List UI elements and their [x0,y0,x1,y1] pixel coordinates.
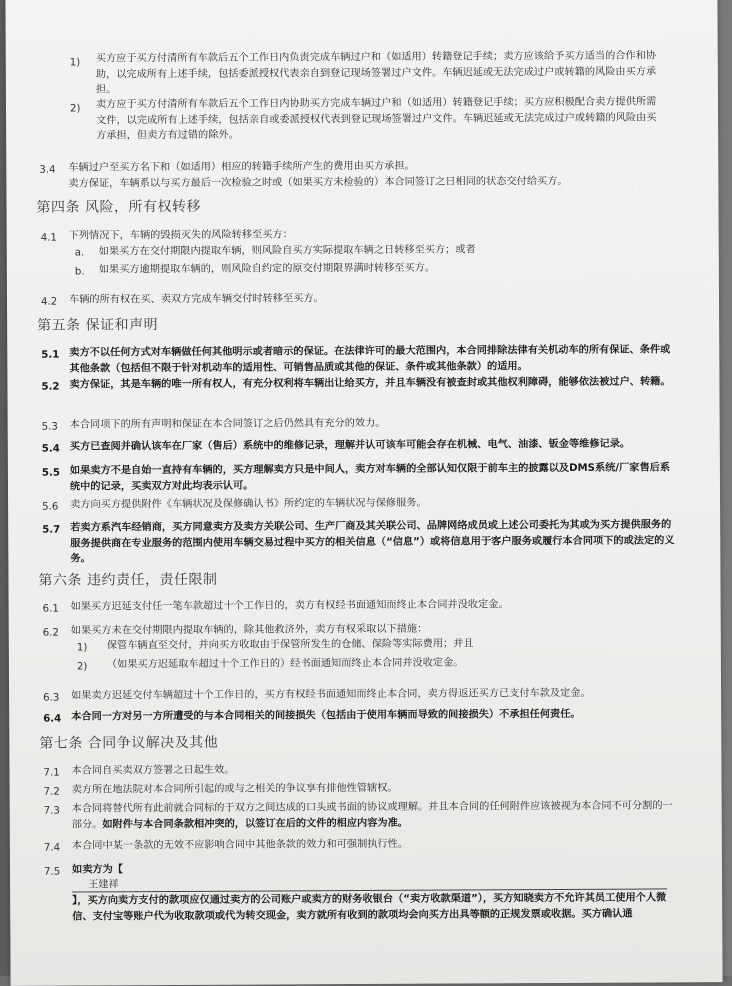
section-heading: 第五条 保证和声明 [37,317,159,334]
paragraph: 本合同中某一条款的无效不应影响合同中其他条款的效力和可强制执行性。 [71,838,409,852]
paragraph: 若卖方系汽车经销商，买方同意卖方及卖方关联公司、生产厂商及其关联公司、品牌网络成员或上述公司委托为其或为买方提供服务的服务提供商在专业服务的范围内使用车辆交易过程中买方的相关信息（“信息”）或将信息用于客户服务或履行本合同项下的或法定的义务。 [70,519,675,565]
clause-number: 5.1 [41,349,60,361]
clause-number: 6.3 [43,692,60,704]
paragraph: 卖方所在地法院对本合同所引起的或与之相关的争议享有排他性管辖权。 [71,782,398,796]
paragraph: 如果买方逾期提取车辆的，则风险自约定的原交付期限界满时转移至买方。 [98,262,436,276]
section-heading: 第四条 风险，所有权转移 [36,198,202,216]
paragraph: 车辆的所有权在买、卖双方完成车辆交付时转移至买方。 [68,293,324,306]
paragraph: 】，买方向卖方支付的款项应仅通过卖方的公司账户或卖方的财务收银台（“卖方收款渠道”），买方知晓卖方不允许其员工使用个人微信、支付宝等账户代为收取款项或代为转交现金，卖方就所有收到的款项均会向买方出具等额的正规发票或收据。买方确认通 [72,892,667,923]
clause-number: 6.2 [42,627,59,639]
paragraph: （如果买方迟延取车超过十个工作日的）经书面通知而终止本合同并没收定金。 [106,657,464,671]
clause-number: 6.4 [43,713,62,725]
clause-number: 7.2 [43,786,60,798]
list-number: 2) [76,661,88,673]
clause-number: 5.4 [41,443,60,455]
section-heading: 第六条 违约责任，责任限制 [38,571,218,589]
clause-number: 5.2 [41,381,60,393]
clause-number: 5.3 [41,421,58,433]
paragraph: 卖方应于买方付清所有车款后五个工作日内协助买方完成车辆过户和（如适用）转籍登记手续；买方应积极配合卖方提供所需文件，以完成所有上述手续，包括亲自或委派授权代表到登记现场签署过户文件。车辆迟延或无法完成过户或转籍的风险由买方承担，但卖方有过错的除外。 [95,96,657,142]
clause-number: 4.1 [40,232,57,244]
paragraph-text: 本合同将替代所有此前就合同标的于双方之间达成的口头或书面的协议或理解。并且本合同的任何附件应该被视为本合同不可分割的一部分。 [71,800,673,831]
clause-number: 7.1 [43,767,60,779]
paragraph: 车辆过户至买方名下和（如适用）相应的转籍手续所产生的费用由买方承担。 [68,160,415,174]
section-heading: 第七条 合同争议解决及其他 [39,734,219,752]
paragraph: 保管车辆直至交付，并向买方收取由于保管所发生的仓储、保险等实际费用；并且 [106,638,474,652]
clause-number: 7.4 [43,842,61,854]
clause-number: 5.7 [42,524,61,536]
paragraph: 如果买方在交付期限内提取车辆，则风险自买方实际提取车辆之日转移至买方；或者 [98,244,476,258]
paragraph: 本合同一方对另一方所遭受的与本合同相关的间接损失（包括由于使用车辆而导致的间接损失）不承担任何责任。 [71,708,581,723]
list-number: 1) [69,57,81,69]
paragraph: 下列情况下，车辆的毁损灭失的风险转移至买方： [68,229,293,242]
clause-number: 7.5 [43,866,61,878]
list-letter: b. [74,266,85,278]
document-page [5,0,722,986]
paragraph: 如果买方迟延支付任一笔车款超过十个工作日的，卖方有权经书面通知而终止本合同并没收定金。 [70,599,509,613]
paragraph: 卖方不以任何方式对车辆做任何其他明示或者暗示的保证。在法律许可的最大范围内，本合同排除法律有关机动车的所有保证、条件或其他条款（包括但不限于针对机动车的适用性、可销售品质或其他的保证、条件或其他条款）的适用。 [69,344,671,375]
clause-number: 5.5 [41,467,61,479]
paragraph: 本合同自买卖双方签署之日起生效。 [71,764,235,777]
paragraph: 卖方向买方提供附件《车辆状况及保修确认书》所约定的车辆状况与保修服务。 [70,497,427,511]
signer-name: 王建祥 [88,879,119,891]
clause-number: 7.3 [43,805,60,817]
paragraph: 如果买方未在交付期限内提取车辆的，除其他救济外，卖方有权采取以下措施： [70,623,428,637]
paragraph: 如果卖方迟延交付车辆超过十个工作日的，买方有权经书面通知而终止本合同，卖方得返还买方已支付车款及定金。 [71,687,591,702]
list-letter: a. [74,247,85,259]
list-number: 2) [69,103,81,115]
paragraph: 如卖方为【 [71,864,123,876]
paragraph: 本合同项下的所有声明和保证在本合同签订之后仍然具有充分的效力。 [69,417,386,431]
paragraph: 如果卖方不是自始一直持有车辆的，买方理解卖方只是中间人，卖方对车辆的全部认知仅限于前车主的披露以及DMS系统/厂家售后系统中的记录，买卖双方对此均表示认可。 [69,462,671,493]
clause-number: 5.6 [42,501,59,513]
paragraph: 卖方保证，车辆系以与买方最后一次检验之时或（如果买方未检验的）本合同签订之日相同的状态交付给买方。 [68,175,568,190]
paragraph: 买方应于买方付清所有车款后五个工作日内负责完成车辆过户和（如适用）转籍登记手续；卖方应该给予买方适当的合作和协助，以完成所有上述手续，包括委派授权代表亲自到登记现场签署过户文件。车辆迟延或无法完成过户或转籍的风险由买方承担。 [95,50,657,96]
clause-number: 3.4 [39,164,56,176]
list-number: 1) [76,642,88,654]
clause-number: 6.1 [42,603,59,615]
paragraph: 买方已查阅并确认该车在厂家（售后）系统中的维修记录，理解并认可该车可能会存在机械、电气、油漆、钣金等维修记录。 [69,438,631,453]
clause-number: 4.2 [40,296,58,308]
paragraph: 卖方保证，其是车辆的唯一所有权人，有充分权利将车辆出让给买方，并且车辆没有被查封或其他权利障碍，能够依法被过户、转籍。 [69,376,671,391]
paragraph [72,798,677,832]
paragraph-emphasis: 如附件与本合同条款相冲突的，以签订在后的文件的相应内容为准。 [102,817,408,830]
